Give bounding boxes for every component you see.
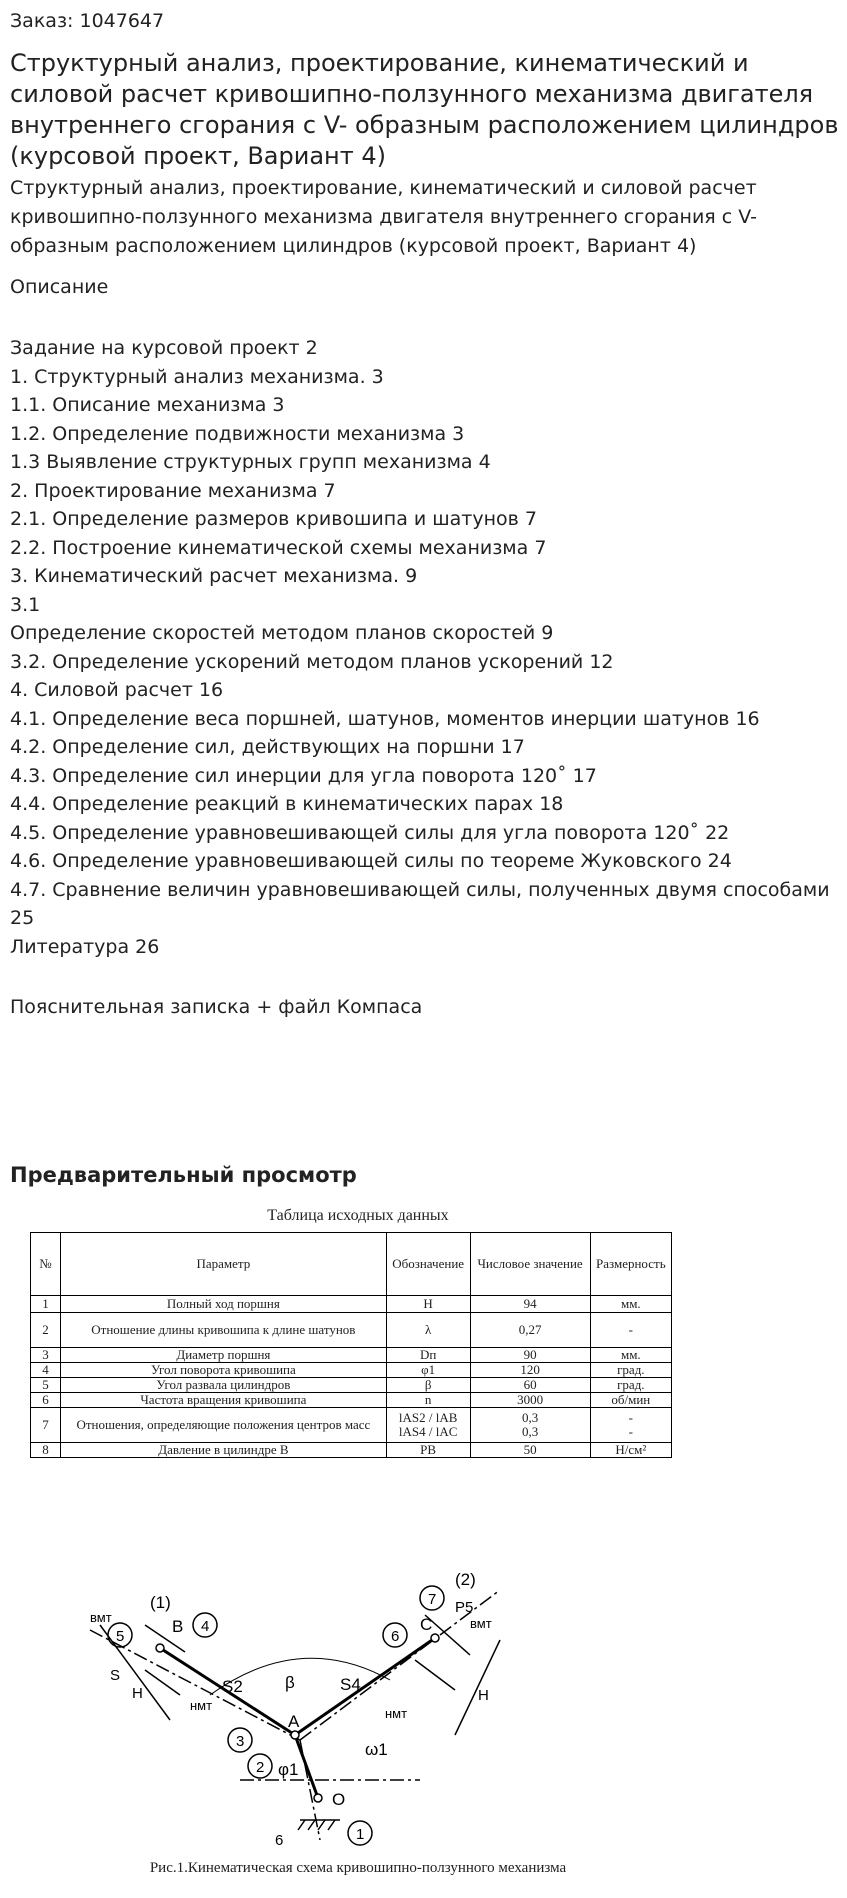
table-cell: 0,3 0,3 (470, 1408, 590, 1443)
table-cell: 6 (31, 1393, 61, 1408)
toc-item: 2.1. Определение размеров кривошипа и шатунов 7 (10, 508, 537, 530)
table-header-cell: Числовое значение (470, 1233, 590, 1296)
table-header-cell: № (31, 1233, 61, 1296)
table-cell: Угол поворота кривошипа (61, 1363, 387, 1378)
order-number: Заказ: 1047647 (10, 10, 165, 32)
toc-item: 4.5. Определение уравновешивающей силы для угла поворота 120˚ 22 (10, 821, 730, 844)
diagram-label-h-left: H (132, 1685, 143, 1702)
page-title: Структурный анализ, проектирование, кинематический и силовой расчет кривошипно-ползунного механизма двигателя внутреннего сгорания с V- образным расположением цилиндров (курсовой проект, Вариант 4) (10, 49, 839, 170)
toc-item: 3.1 (10, 593, 41, 616)
table-row (31, 1363, 672, 1378)
circle-label-2: 2 (256, 1759, 265, 1776)
table-cell: φ1 (386, 1363, 470, 1378)
table-cell: об/мин (590, 1393, 671, 1408)
toc-item: 3. Кинематический расчет механизма. 9 (10, 565, 418, 587)
toc-item: 4.2. Определение сил, действующих на поршни 17 (10, 736, 525, 758)
table-row (31, 1408, 672, 1443)
table-caption: Таблица исходных данных (267, 1207, 449, 1224)
table-cell: Диаметр поршня (61, 1348, 387, 1363)
toc-item: 1. Структурный анализ механизма. 3 (10, 365, 384, 388)
table-cell: 7 (31, 1408, 61, 1443)
diagram-label-b: B (172, 1617, 184, 1636)
table-cell: H (386, 1296, 470, 1313)
table-cell: - (590, 1313, 671, 1348)
toc-item: 2.2. Построение кинематической схемы механизма 7 (10, 536, 547, 559)
preview-heading: Предварительный просмотр (10, 1163, 357, 1187)
page-subtitle: Структурный анализ, проектирование, кинематический и силовой расчет кривошипно-ползунного механизма двигателя внутреннего сгорания с V-образным расположением цилиндров (курсовой проект, Вариант 4) (10, 177, 757, 257)
toc-item: 4.3. Определение сил инерции для угла поворота 120˚ 17 (10, 764, 597, 787)
table-header-cell: Параметр (61, 1233, 387, 1296)
circle-label-3: 3 (236, 1733, 245, 1750)
kinematic-diagram (60, 1530, 680, 1860)
toc-item: 4.6. Определение уравновешивающей силы по теореме Жуковского 24 (10, 850, 732, 872)
diagram-label-group2: (2) (455, 1570, 476, 1589)
diagram-label-p5: P5 (455, 1599, 474, 1616)
table-cell: 8 (31, 1443, 61, 1458)
diagram-label-nmt-b: нмт (190, 1698, 213, 1713)
figure-caption: Рис.1.Кинематическая схема кривошипно-ползунного механизма (149, 1860, 567, 1876)
description-label: Описание (10, 276, 109, 298)
diagram-label-a: A (288, 1712, 300, 1731)
table-cell: 94 (470, 1296, 590, 1313)
toc-item: 1.2. Определение подвижности механизма 3 (10, 422, 465, 445)
diagram-label-beta: β (285, 1673, 295, 1692)
table-cell: Угол развала цилиндров (61, 1378, 387, 1393)
table-cell: 0,27 (470, 1313, 590, 1348)
table-cell: Отношение длины кривошипа к длине шатунов (61, 1313, 387, 1348)
table-cell: 4 (31, 1363, 61, 1378)
table-cell: 5 (31, 1378, 61, 1393)
table-header-cell: Обозначение (386, 1233, 470, 1296)
circle-label-5: 5 (116, 1628, 125, 1645)
table-row (31, 1378, 672, 1393)
toc-item: 4.4. Определение реакций в кинематических парах 18 (10, 793, 564, 815)
table-cell: Частота вращения кривошипа (61, 1393, 387, 1408)
table-cell: lAS2 / lAB lAS4 / lAC (386, 1408, 470, 1443)
table-cell: 3 (31, 1348, 61, 1363)
table-cell: Отношения, определяющие положения центров масс (61, 1408, 387, 1443)
table-header-row (31, 1233, 672, 1296)
circle-label-6: 6 (391, 1628, 400, 1645)
diagram-label-o: O (332, 1790, 346, 1809)
toc-item: 25 (10, 907, 35, 929)
table-row (31, 1296, 672, 1313)
table-cell: Давление в цилиндре В (61, 1443, 387, 1458)
table-row (31, 1313, 672, 1348)
table-of-contents (10, 334, 840, 961)
table-row (31, 1348, 672, 1363)
table-cell: 120 (470, 1363, 590, 1378)
diagram-label-h-right: H (478, 1687, 489, 1704)
table-cell: мм. (590, 1348, 671, 1363)
diagram-label-s: S (110, 1667, 121, 1684)
diagram-label-group1: (1) (150, 1593, 171, 1612)
table-cell: 2 (31, 1313, 61, 1348)
toc-item: 4.1. Определение веса поршней, шатунов, моментов инерции шатунов 16 (10, 707, 760, 730)
table-cell: град. (590, 1363, 671, 1378)
table-cell: 3000 (470, 1393, 590, 1408)
diagram-label-c: C (420, 1615, 433, 1634)
table-cell: β (386, 1378, 470, 1393)
table-cell: мм. (590, 1296, 671, 1313)
toc-item: Литература 26 (10, 935, 160, 958)
table-cell: - - (590, 1408, 671, 1443)
diagram-label-s4: S4 (340, 1675, 361, 1694)
table-cell: λ (386, 1313, 470, 1348)
toc-item: 1.1. Описание механизма 3 (10, 394, 285, 416)
table-header-cell: Размерность (590, 1233, 671, 1296)
attachment-note: Пояснительная записка + файл Компаса (10, 996, 423, 1018)
table-cell: 50 (470, 1443, 590, 1458)
diagram-label-vmt-c: вмт (470, 1616, 492, 1631)
table-cell: 60 (470, 1378, 590, 1393)
toc-item: 2. Проектирование механизма 7 (10, 479, 336, 502)
table-cell: PB (386, 1443, 470, 1458)
table-cell: Dп (386, 1348, 470, 1363)
circle-label-7: 7 (428, 1591, 437, 1608)
table-cell: град. (590, 1378, 671, 1393)
table-row (31, 1443, 672, 1458)
diagram-label-vmt-b: вмт (90, 1610, 112, 1625)
table-cell: n (386, 1393, 470, 1408)
table-cell: Полный ход поршня (61, 1296, 387, 1313)
diagram-label-s2: S2 (222, 1677, 243, 1696)
table-cell: 1 (31, 1296, 61, 1313)
diagram-label-omega1: ω1 (365, 1740, 388, 1759)
source-data-table (30, 1232, 672, 1458)
table-cell: 90 (470, 1348, 590, 1363)
circle-label-1: 1 (356, 1826, 365, 1843)
toc-item: Задание на курсовой проект 2 (10, 337, 318, 359)
toc-item: Определение скоростей методом планов скоростей 9 (10, 622, 554, 644)
diagram-label-6: 6 (275, 1832, 284, 1849)
toc-item: 1.3 Выявление структурных групп механизма 4 (10, 451, 491, 473)
diagram-label-nmt-c: нмт (385, 1706, 408, 1721)
circle-label-4: 4 (201, 1618, 210, 1635)
toc-item: 4. Силовой расчет 16 (10, 679, 224, 701)
toc-item: 4.7. Сравнение величин уравновешивающей силы, полученных двумя способами (10, 878, 830, 901)
table-row (31, 1393, 672, 1408)
table-cell: Н/см² (590, 1443, 671, 1458)
toc-item: 3.2. Определение ускорений методом планов ускорений 12 (10, 650, 614, 673)
diagram-label-phi1: φ1 (278, 1760, 299, 1779)
